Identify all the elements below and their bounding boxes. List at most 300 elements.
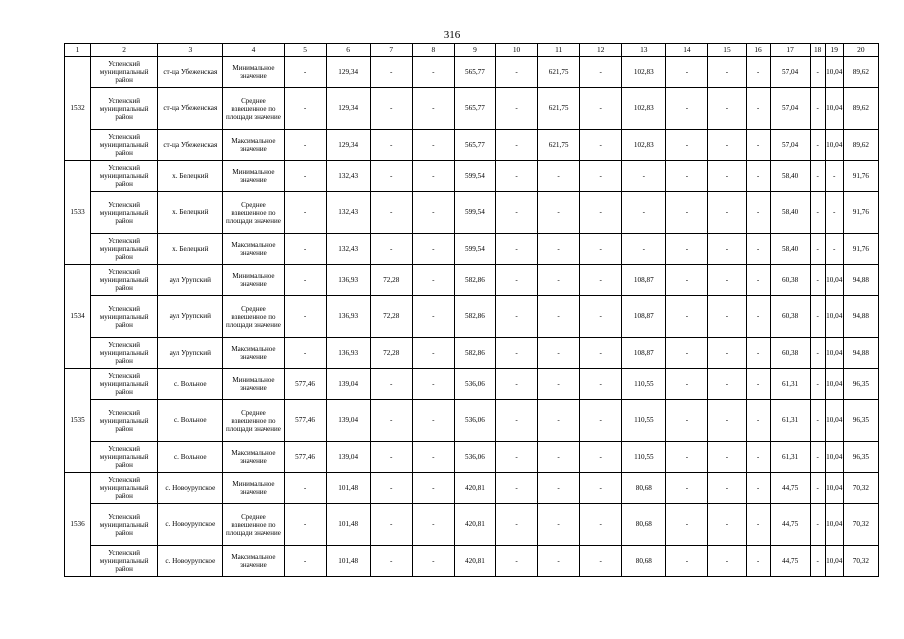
table-cell-col-20: 94,88 [843, 296, 878, 338]
table-cell-col-16: - [746, 161, 770, 192]
table-cell-col-12: - [580, 234, 622, 265]
table-cell-col-9: 536,06 [454, 369, 495, 400]
table-cell-col-19: - [825, 234, 843, 265]
table-cell-col-4: Минимальное значение [223, 265, 284, 296]
table-cell-col-11: - [538, 369, 580, 400]
table-cell-col-14: - [666, 504, 708, 546]
table-cell-col-5: - [284, 234, 326, 265]
table-cell-col-18: - [810, 546, 825, 577]
table-cell-col-15: - [708, 234, 746, 265]
table-cell-col-10: - [495, 161, 537, 192]
table-cell-col-3: с. Вольное [158, 442, 223, 473]
table-cell-col-20: 89,62 [843, 57, 878, 88]
table-cell-col-17: 44,75 [770, 473, 810, 504]
table-cell-col-8: - [412, 546, 454, 577]
table-cell-col-7: 72,28 [370, 296, 412, 338]
column-header-8: 8 [412, 44, 454, 57]
table-cell-col-10: - [495, 400, 537, 442]
table-cell-col-12: - [580, 369, 622, 400]
table-cell-col-17: 60,38 [770, 338, 810, 369]
table-cell-col-16: - [746, 473, 770, 504]
table-cell-col-13: 80,68 [622, 473, 666, 504]
table-cell-col-16: - [746, 504, 770, 546]
column-header-10: 10 [495, 44, 537, 57]
table-cell-col-6: 136,93 [326, 265, 370, 296]
table-cell-col-14: - [666, 442, 708, 473]
table-cell-col-17: 44,75 [770, 504, 810, 546]
table-cell-col-19: 10,04 [825, 504, 843, 546]
table-cell-col-5: 577,46 [284, 369, 326, 400]
table-header-row [65, 44, 879, 57]
table-cell-col-7: - [370, 57, 412, 88]
table-cell-col-3: х. Белецкий [158, 234, 223, 265]
table-cell-col-13: 80,68 [622, 546, 666, 577]
table-cell-col-7: - [370, 234, 412, 265]
table-cell-col-2: Успенский муниципальный район [91, 57, 158, 88]
table-cell-col-3: х. Белецкий [158, 161, 223, 192]
table-cell-col-18: - [810, 400, 825, 442]
table-cell-col-6: 136,93 [326, 338, 370, 369]
table-cell-col-19: 10,04 [825, 546, 843, 577]
table-cell-col-8: - [412, 504, 454, 546]
column-header-19: 19 [825, 44, 843, 57]
table-cell-col-17: 61,31 [770, 400, 810, 442]
table-cell-col-3: ст-ца Убеженская [158, 130, 223, 161]
table-cell-col-17: 57,04 [770, 57, 810, 88]
table-cell-col-9: 582,86 [454, 296, 495, 338]
table-cell-col-12: - [580, 161, 622, 192]
row-group-number: 1535 [65, 369, 91, 473]
table-cell-col-20: 94,88 [843, 265, 878, 296]
table-cell-col-16: - [746, 265, 770, 296]
table-cell-col-18: - [810, 442, 825, 473]
table-cell-col-20: 89,62 [843, 130, 878, 161]
table-cell-col-8: - [412, 338, 454, 369]
data-table [64, 43, 879, 577]
column-header-5: 5 [284, 44, 326, 57]
table-cell-col-9: 599,54 [454, 161, 495, 192]
table-cell-col-16: - [746, 57, 770, 88]
table-cell-col-19: 10,04 [825, 296, 843, 338]
row-group-number: 1533 [65, 161, 91, 265]
table-cell-col-5: - [284, 130, 326, 161]
table-cell-col-5: - [284, 88, 326, 130]
table-cell-col-16: - [746, 130, 770, 161]
table-cell-col-4: Минимальное значение [223, 473, 284, 504]
table-cell-col-13: 80,68 [622, 504, 666, 546]
table-cell-col-2: Успенский муниципальный район [91, 338, 158, 369]
table-cell-col-15: - [708, 161, 746, 192]
table-cell-col-17: 60,38 [770, 265, 810, 296]
table-cell-col-16: - [746, 442, 770, 473]
table-cell-col-12: - [580, 338, 622, 369]
table-row [65, 88, 879, 130]
table-cell-col-14: - [666, 234, 708, 265]
table-body [65, 57, 879, 577]
table-cell-col-13: 110,55 [622, 442, 666, 473]
table-row [65, 234, 879, 265]
table-cell-col-11: - [538, 296, 580, 338]
table-cell-col-7: - [370, 161, 412, 192]
table-cell-col-9: 599,54 [454, 192, 495, 234]
column-header-1: 1 [65, 44, 91, 57]
table-cell-col-6: 101,48 [326, 546, 370, 577]
column-header-12: 12 [580, 44, 622, 57]
column-header-16: 16 [746, 44, 770, 57]
table-cell-col-11: - [538, 234, 580, 265]
table-cell-col-18: - [810, 504, 825, 546]
table-cell-col-12: - [580, 57, 622, 88]
table-cell-col-4: Максимальное значение [223, 546, 284, 577]
table-cell-col-4: Максимальное значение [223, 130, 284, 161]
column-header-4: 4 [223, 44, 284, 57]
table-cell-col-15: - [708, 296, 746, 338]
table-cell-col-14: - [666, 130, 708, 161]
table-cell-col-10: - [495, 546, 537, 577]
table-cell-col-15: - [708, 130, 746, 161]
table-cell-col-6: 101,48 [326, 504, 370, 546]
table-cell-col-6: 129,34 [326, 57, 370, 88]
row-group-number: 1532 [65, 57, 91, 161]
table-cell-col-8: - [412, 57, 454, 88]
table-cell-col-9: 420,81 [454, 473, 495, 504]
table-cell-col-12: - [580, 265, 622, 296]
table-cell-col-9: 582,86 [454, 265, 495, 296]
table-cell-col-8: - [412, 130, 454, 161]
table-cell-col-14: - [666, 369, 708, 400]
table-row [65, 161, 879, 192]
table-cell-col-18: - [810, 265, 825, 296]
table-cell-col-11: - [538, 400, 580, 442]
table-cell-col-3: с. Вольное [158, 400, 223, 442]
table-cell-col-6: 139,04 [326, 369, 370, 400]
table-cell-col-11: - [538, 338, 580, 369]
table-cell-col-6: 101,48 [326, 473, 370, 504]
table-cell-col-4: Максимальное значение [223, 338, 284, 369]
table-cell-col-6: 129,34 [326, 130, 370, 161]
column-header-3: 3 [158, 44, 223, 57]
table-cell-col-19: 10,04 [825, 130, 843, 161]
table-cell-col-18: - [810, 192, 825, 234]
table-cell-col-14: - [666, 473, 708, 504]
table-cell-col-5: 577,46 [284, 400, 326, 442]
table-cell-col-5: - [284, 504, 326, 546]
table-cell-col-15: - [708, 192, 746, 234]
table-cell-col-17: 61,31 [770, 442, 810, 473]
table-cell-col-13: - [622, 192, 666, 234]
table-cell-col-2: Успенский муниципальный район [91, 192, 158, 234]
table-cell-col-4: Среднее взвешенное по площади значение [223, 296, 284, 338]
table-cell-col-4: Среднее взвешенное по площади значение [223, 504, 284, 546]
table-cell-col-12: - [580, 504, 622, 546]
table-cell-col-15: - [708, 400, 746, 442]
table-cell-col-6: 132,43 [326, 234, 370, 265]
table-cell-col-10: - [495, 192, 537, 234]
table-cell-col-10: - [495, 130, 537, 161]
table-cell-col-10: - [495, 57, 537, 88]
table-cell-col-15: - [708, 504, 746, 546]
table-cell-col-18: - [810, 234, 825, 265]
table-row [65, 473, 879, 504]
table-row [65, 265, 879, 296]
table-cell-col-13: 108,87 [622, 296, 666, 338]
table-cell-col-10: - [495, 88, 537, 130]
table-cell-col-5: - [284, 296, 326, 338]
table-cell-col-5: - [284, 192, 326, 234]
table-row [65, 400, 879, 442]
table-cell-col-6: 139,04 [326, 400, 370, 442]
table-cell-col-19: 10,04 [825, 442, 843, 473]
table-cell-col-7: - [370, 369, 412, 400]
table-cell-col-7: - [370, 88, 412, 130]
table-cell-col-3: с. Новоурупское [158, 473, 223, 504]
table-cell-col-10: - [495, 265, 537, 296]
table-cell-col-7: 72,28 [370, 338, 412, 369]
table-cell-col-6: 139,04 [326, 442, 370, 473]
column-header-13: 13 [622, 44, 666, 57]
table-cell-col-8: - [412, 234, 454, 265]
table-cell-col-10: - [495, 338, 537, 369]
table-cell-col-18: - [810, 338, 825, 369]
table-cell-col-4: Минимальное значение [223, 161, 284, 192]
table-cell-col-3: ст-ца Убеженская [158, 57, 223, 88]
table-cell-col-14: - [666, 57, 708, 88]
table-cell-col-19: 10,04 [825, 265, 843, 296]
table-cell-col-16: - [746, 369, 770, 400]
table-cell-col-18: - [810, 296, 825, 338]
row-group-number: 1536 [65, 473, 91, 577]
table-cell-col-7: - [370, 473, 412, 504]
table-cell-col-19: - [825, 161, 843, 192]
table-cell-col-8: - [412, 88, 454, 130]
table-cell-col-20: 70,32 [843, 504, 878, 546]
table-cell-col-3: х. Белецкий [158, 192, 223, 234]
table-cell-col-11: - [538, 504, 580, 546]
table-cell-col-11: - [538, 265, 580, 296]
table-cell-col-9: 565,77 [454, 130, 495, 161]
table-cell-col-16: - [746, 234, 770, 265]
column-header-15: 15 [708, 44, 746, 57]
table-cell-col-17: 58,40 [770, 192, 810, 234]
table-cell-col-20: 91,76 [843, 192, 878, 234]
table-cell-col-13: 102,83 [622, 57, 666, 88]
table-cell-col-9: 536,06 [454, 442, 495, 473]
table-cell-col-4: Минимальное значение [223, 57, 284, 88]
table-cell-col-7: - [370, 546, 412, 577]
table-cell-col-4: Среднее взвешенное по площади значение [223, 192, 284, 234]
table-row [65, 369, 879, 400]
table-cell-col-16: - [746, 338, 770, 369]
table-cell-col-18: - [810, 57, 825, 88]
table-cell-col-14: - [666, 161, 708, 192]
table-row [65, 442, 879, 473]
table-cell-col-15: - [708, 442, 746, 473]
table-cell-col-20: 91,76 [843, 234, 878, 265]
column-header-6: 6 [326, 44, 370, 57]
table-cell-col-16: - [746, 296, 770, 338]
table-cell-col-15: - [708, 265, 746, 296]
table-cell-col-2: Успенский муниципальный район [91, 296, 158, 338]
table-cell-col-7: 72,28 [370, 265, 412, 296]
table-cell-col-5: - [284, 161, 326, 192]
table-cell-col-3: с. Новоурупское [158, 504, 223, 546]
table-cell-col-12: - [580, 130, 622, 161]
table-cell-col-12: - [580, 546, 622, 577]
table-cell-col-19: 10,04 [825, 400, 843, 442]
table-cell-col-6: 132,43 [326, 161, 370, 192]
table-cell-col-18: - [810, 161, 825, 192]
table-cell-col-5: - [284, 473, 326, 504]
table-cell-col-14: - [666, 88, 708, 130]
table-cell-col-12: - [580, 400, 622, 442]
table-cell-col-2: Успенский муниципальный район [91, 265, 158, 296]
table-cell-col-8: - [412, 265, 454, 296]
table-cell-col-10: - [495, 296, 537, 338]
table-cell-col-17: 58,40 [770, 234, 810, 265]
table-cell-col-15: - [708, 473, 746, 504]
table-cell-col-19: 10,04 [825, 88, 843, 130]
table-cell-col-2: Успенский муниципальный район [91, 234, 158, 265]
table-cell-col-4: Максимальное значение [223, 442, 284, 473]
table-cell-col-10: - [495, 473, 537, 504]
table-cell-col-17: 57,04 [770, 130, 810, 161]
table-cell-col-19: 10,04 [825, 473, 843, 504]
page-number: 316 [443, 29, 461, 41]
table-cell-col-4: Среднее взвешенное по площади значение [223, 400, 284, 442]
table-cell-col-8: - [412, 161, 454, 192]
table-cell-col-2: Успенский муниципальный район [91, 442, 158, 473]
table-cell-col-5: - [284, 265, 326, 296]
table-cell-col-13: - [622, 234, 666, 265]
table-cell-col-18: - [810, 88, 825, 130]
table-cell-col-18: - [810, 369, 825, 400]
table-cell-col-14: - [666, 192, 708, 234]
table-cell-col-2: Успенский муниципальный район [91, 369, 158, 400]
table-cell-col-5: - [284, 338, 326, 369]
table-cell-col-9: 565,77 [454, 88, 495, 130]
table-row [65, 296, 879, 338]
table-cell-col-20: 91,76 [843, 161, 878, 192]
table-row [65, 130, 879, 161]
table-cell-col-3: с. Новоурупское [158, 546, 223, 577]
table-cell-col-12: - [580, 296, 622, 338]
table-cell-col-20: 96,35 [843, 369, 878, 400]
table-cell-col-11: - [538, 161, 580, 192]
table-cell-col-9: 420,81 [454, 504, 495, 546]
table-cell-col-14: - [666, 338, 708, 369]
table-cell-col-13: 108,87 [622, 265, 666, 296]
table-cell-col-14: - [666, 546, 708, 577]
table-cell-col-15: - [708, 88, 746, 130]
table-cell-col-13: 110,55 [622, 369, 666, 400]
table-cell-col-19: - [825, 192, 843, 234]
table-cell-col-7: - [370, 504, 412, 546]
table-cell-col-17: 58,40 [770, 161, 810, 192]
column-header-18: 18 [810, 44, 825, 57]
table-cell-col-2: Успенский муниципальный район [91, 504, 158, 546]
table-cell-col-7: - [370, 442, 412, 473]
table-cell-col-5: 577,46 [284, 442, 326, 473]
table-cell-col-10: - [495, 442, 537, 473]
table-row [65, 546, 879, 577]
table-cell-col-3: ст-ца Убеженская [158, 88, 223, 130]
table-cell-col-13: 102,83 [622, 88, 666, 130]
column-header-7: 7 [370, 44, 412, 57]
column-header-14: 14 [666, 44, 708, 57]
table-cell-col-17: 57,04 [770, 88, 810, 130]
table-cell-col-11: 621,75 [538, 130, 580, 161]
column-header-9: 9 [454, 44, 495, 57]
table-cell-col-9: 536,06 [454, 400, 495, 442]
table-cell-col-16: - [746, 400, 770, 442]
table-cell-col-20: 94,88 [843, 338, 878, 369]
table-cell-col-15: - [708, 369, 746, 400]
table-cell-col-3: с. Вольное [158, 369, 223, 400]
table-cell-col-7: - [370, 130, 412, 161]
table-cell-col-8: - [412, 442, 454, 473]
table-cell-col-2: Успенский муниципальный район [91, 88, 158, 130]
table-cell-col-9: 599,54 [454, 234, 495, 265]
table-cell-col-4: Максимальное значение [223, 234, 284, 265]
table-cell-col-11: 621,75 [538, 57, 580, 88]
table-cell-col-5: - [284, 57, 326, 88]
table-cell-col-2: Успенский муниципальный район [91, 130, 158, 161]
row-group-number: 1534 [65, 265, 91, 369]
table-cell-col-3: аул Урупский [158, 296, 223, 338]
table-cell-col-9: 565,77 [454, 57, 495, 88]
table-cell-col-11: 621,75 [538, 88, 580, 130]
table-cell-col-18: - [810, 473, 825, 504]
table-cell-col-15: - [708, 546, 746, 577]
table-cell-col-4: Минимальное значение [223, 369, 284, 400]
table-cell-col-16: - [746, 546, 770, 577]
column-header-11: 11 [538, 44, 580, 57]
table-cell-col-2: Успенский муниципальный район [91, 473, 158, 504]
table-cell-col-10: - [495, 369, 537, 400]
table-cell-col-19: 10,04 [825, 369, 843, 400]
table-cell-col-17: 60,38 [770, 296, 810, 338]
table-cell-col-3: аул Урупский [158, 338, 223, 369]
table-row [65, 192, 879, 234]
table-cell-col-9: 582,86 [454, 338, 495, 369]
table-cell-col-13: - [622, 161, 666, 192]
table-cell-col-14: - [666, 296, 708, 338]
table-cell-col-16: - [746, 192, 770, 234]
table-cell-col-12: - [580, 473, 622, 504]
table-cell-col-20: 96,35 [843, 442, 878, 473]
table-row [65, 504, 879, 546]
table-cell-col-2: Успенский муниципальный район [91, 546, 158, 577]
table-cell-col-11: - [538, 442, 580, 473]
table-cell-col-6: 129,34 [326, 88, 370, 130]
table-cell-col-18: - [810, 130, 825, 161]
table-cell-col-15: - [708, 338, 746, 369]
table-row [65, 338, 879, 369]
table-cell-col-8: - [412, 296, 454, 338]
table-cell-col-11: - [538, 473, 580, 504]
table-cell-col-20: 70,32 [843, 546, 878, 577]
table-cell-col-2: Успенский муниципальный район [91, 400, 158, 442]
table-cell-col-3: аул Урупский [158, 265, 223, 296]
table-cell-col-10: - [495, 234, 537, 265]
table-cell-col-8: - [412, 192, 454, 234]
table-cell-col-12: - [580, 88, 622, 130]
table-cell-col-20: 70,32 [843, 473, 878, 504]
table-cell-col-9: 420,81 [454, 546, 495, 577]
table-cell-col-20: 89,62 [843, 88, 878, 130]
table-cell-col-6: 132,43 [326, 192, 370, 234]
table-cell-col-12: - [580, 192, 622, 234]
